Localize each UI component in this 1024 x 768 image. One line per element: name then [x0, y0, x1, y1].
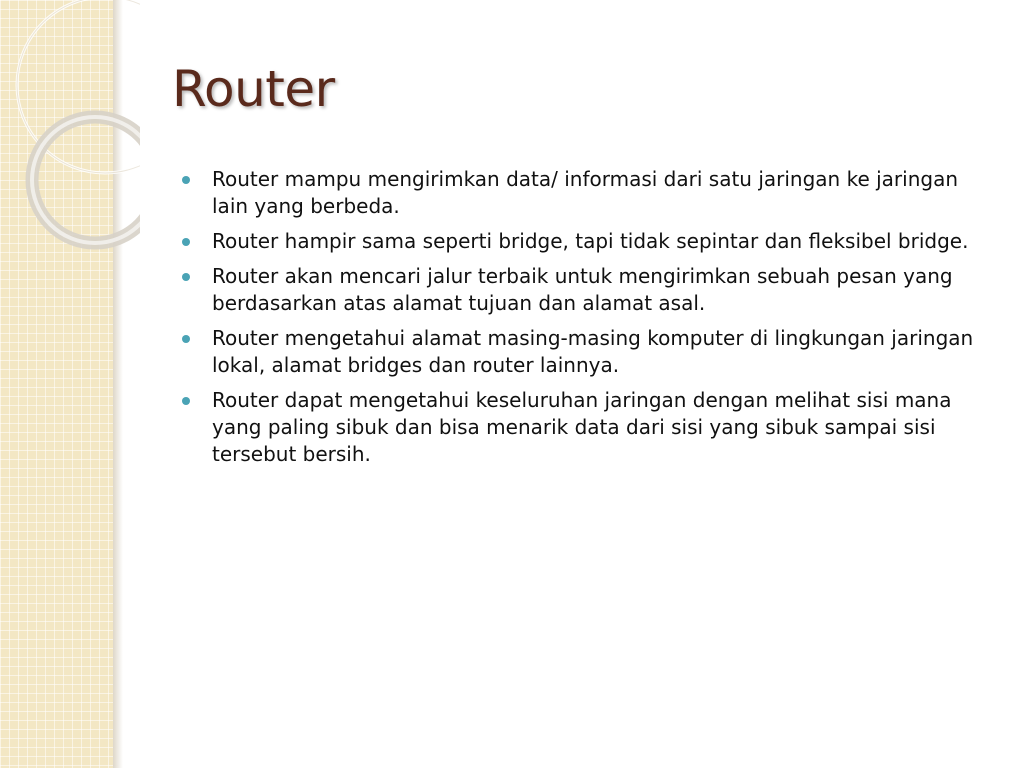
bullet-dot-icon [182, 238, 190, 246]
decorative-rings [0, 0, 140, 300]
list-item [182, 325, 997, 379]
list-item [182, 228, 997, 255]
bullet-text: Router hampir sama seperti bridge, tapi tidak sepintar dan fleksibel bridge. [212, 229, 969, 253]
bullet-list [182, 166, 997, 476]
bullet-dot-icon [182, 397, 190, 405]
bullet-text: Router mampu mengirimkan data/ informasi dari satu jaringan ke jaringan lain yang berbeda. [212, 167, 958, 218]
bullet-text: Router dapat mengetahui keseluruhan jaringan dengan melihat sisi mana yang paling sibuk dan bisa menarik data dari sisi yang sibuk sampai sisi tersebut bersih. [212, 388, 952, 466]
bullet-dot-icon [182, 335, 190, 343]
bullet-text: Router mengetahui alamat masing-masing komputer di lingkungan jaringan lokal, alamat bridges dan router lainnya. [212, 326, 974, 377]
list-item [182, 387, 997, 468]
list-item [182, 263, 997, 317]
list-item [182, 166, 997, 220]
bullet-dot-icon [182, 176, 190, 184]
bullet-text: Router akan mencari jalur terbaik untuk mengirimkan sebuah pesan yang berdasarkan atas alamat tujuan dan alamat asal. [212, 264, 953, 315]
bullet-dot-icon [182, 273, 190, 281]
slide-title: Router [172, 60, 335, 118]
